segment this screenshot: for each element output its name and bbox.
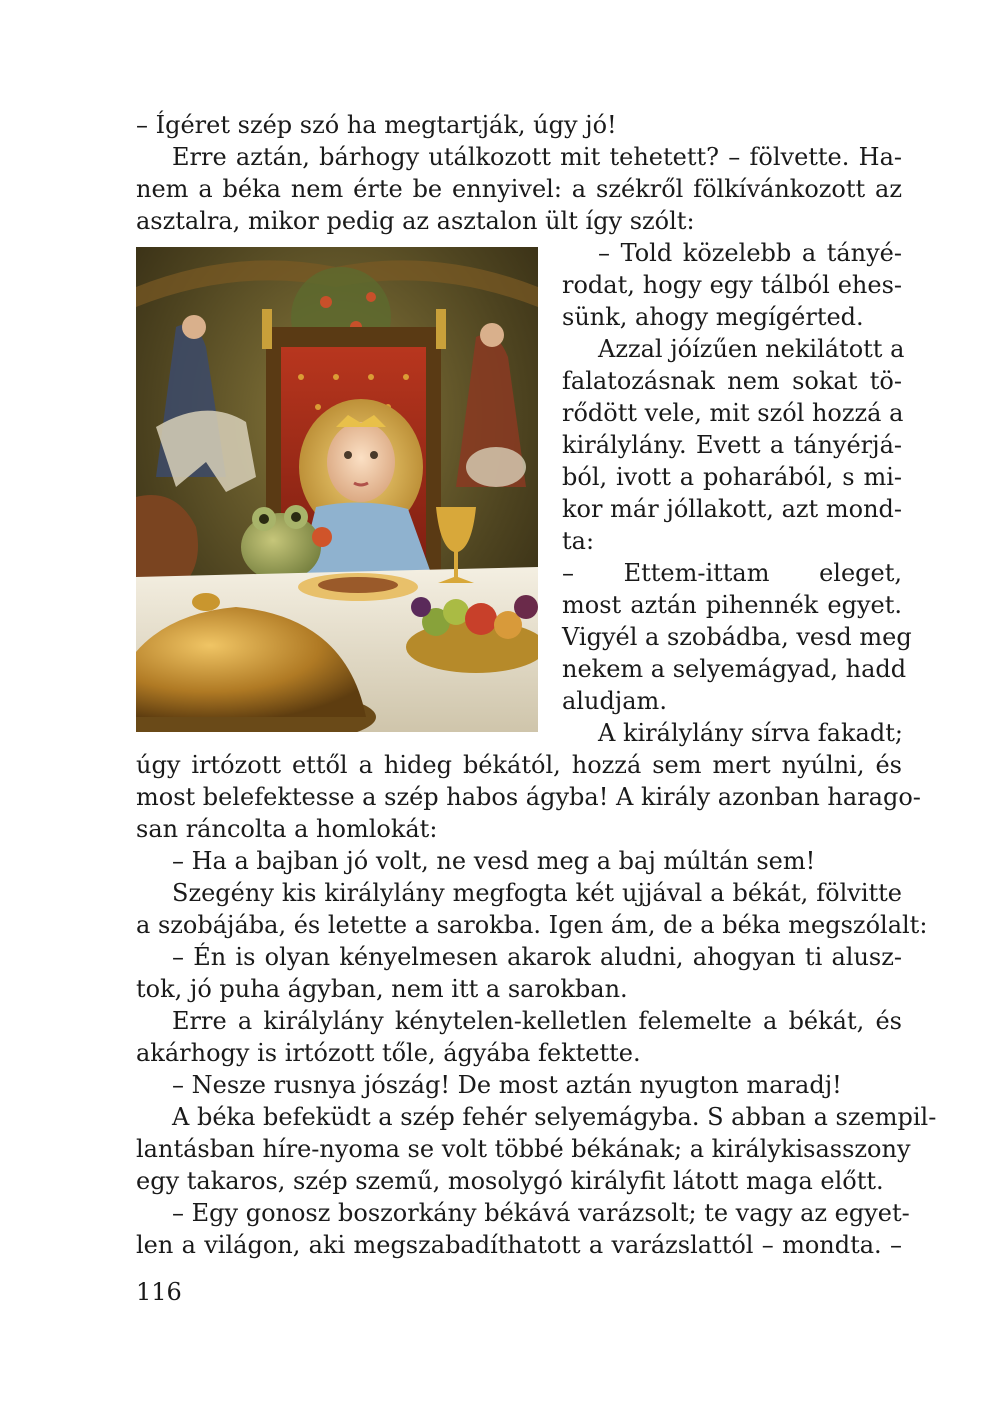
text-line: – Én is olyan kényelmesen akarok aludni, ahogyan ti alusz- [172,943,902,971]
text-line: nekem a selyemágyad, hadd [562,655,907,683]
text-line: a szobájába, és letette a sarokba. Igen ám, de a béka megszólalt: [136,911,928,939]
text-line: san ráncolta a homlokát: [136,815,438,843]
text-line: akárhogy is irtózott tőle, ágyába fektette. [136,1039,641,1067]
text-line: egy takaros, szép szemű, mosolygó királyfit látott maga előtt. [136,1167,884,1195]
illustration-princess-and-frog [136,247,538,732]
text-line: nem a béka nem érte be ennyivel: a székről fölkívánkozott az [136,175,902,203]
text-line: rődött vele, mit szól hozzá a [562,399,904,427]
text-line: – Told közelebb a tányé- [598,239,902,267]
text-line: Erre a királylány kénytelen-kelletlen felemelte a békát, és [172,1007,902,1035]
text-line: asztalra, mikor pedig az asztalon ült így szólt: [136,207,695,235]
text-line: Azzal jóízűen nekilátott a [598,335,905,363]
text-line: A béka befeküdt a szép fehér selyemágyba. S abban a szempil- [172,1103,937,1131]
text-line: falatozásnak nem sokat tö- [562,367,902,395]
text-line: Vigyél a szobádba, vesd meg [562,623,912,651]
text-line: lantásban híre-nyoma se volt többé békának; a királykisasszony [136,1135,911,1163]
text-line: rodat, hogy egy tálból ehes- [562,271,902,299]
text-line: ta: [562,527,595,555]
text-line: kor már jóllakott, azt mond- [562,495,902,523]
text-line: aludjam. [562,687,667,715]
page-number: 116 [136,1278,182,1306]
text-line: – Egy gonosz boszorkány békává varázsolt; te vagy az egyet- [172,1199,910,1227]
text-line: tok, jó puha ágyban, nem itt a sarokban. [136,975,628,1003]
text-line: – Ígéret szép szó ha megtartják, úgy jó! [136,111,617,139]
text-line: A királylány sírva fakadt; [598,719,903,747]
text-line: sünk, ahogy megígérted. [562,303,864,331]
text-line: – Ettem-ittam eleget, [562,559,902,587]
text-line: Szegény kis királylány megfogta két ujjával a békát, fölvitte [172,879,902,907]
illustration-image [136,247,538,732]
text-line: len a világon, aki megszabadíthatott a varázslattól – mondta. – [136,1231,902,1259]
text-line: – Nesze rusnya jószág! De most aztán nyugton maradj! [172,1071,842,1099]
text-line: úgy irtózott ettől a hideg békától, hozzá sem mert nyúlni, és [136,751,902,779]
text-line: királylány. Evett a tányérjá- [562,431,902,459]
text-line: most belefektesse a szép habos ágyba! A király azonban harago- [136,783,921,811]
text-line: Erre aztán, bárhogy utálkozott mit tehetett? – fölvette. Ha- [172,143,902,171]
text-line: most aztán pihennék egyet. [562,591,902,619]
text-line: – Ha a bajban jó volt, ne vesd meg a baj múltán sem! [172,847,816,875]
text-line: ból, ivott a poharából, s mi- [562,463,902,491]
